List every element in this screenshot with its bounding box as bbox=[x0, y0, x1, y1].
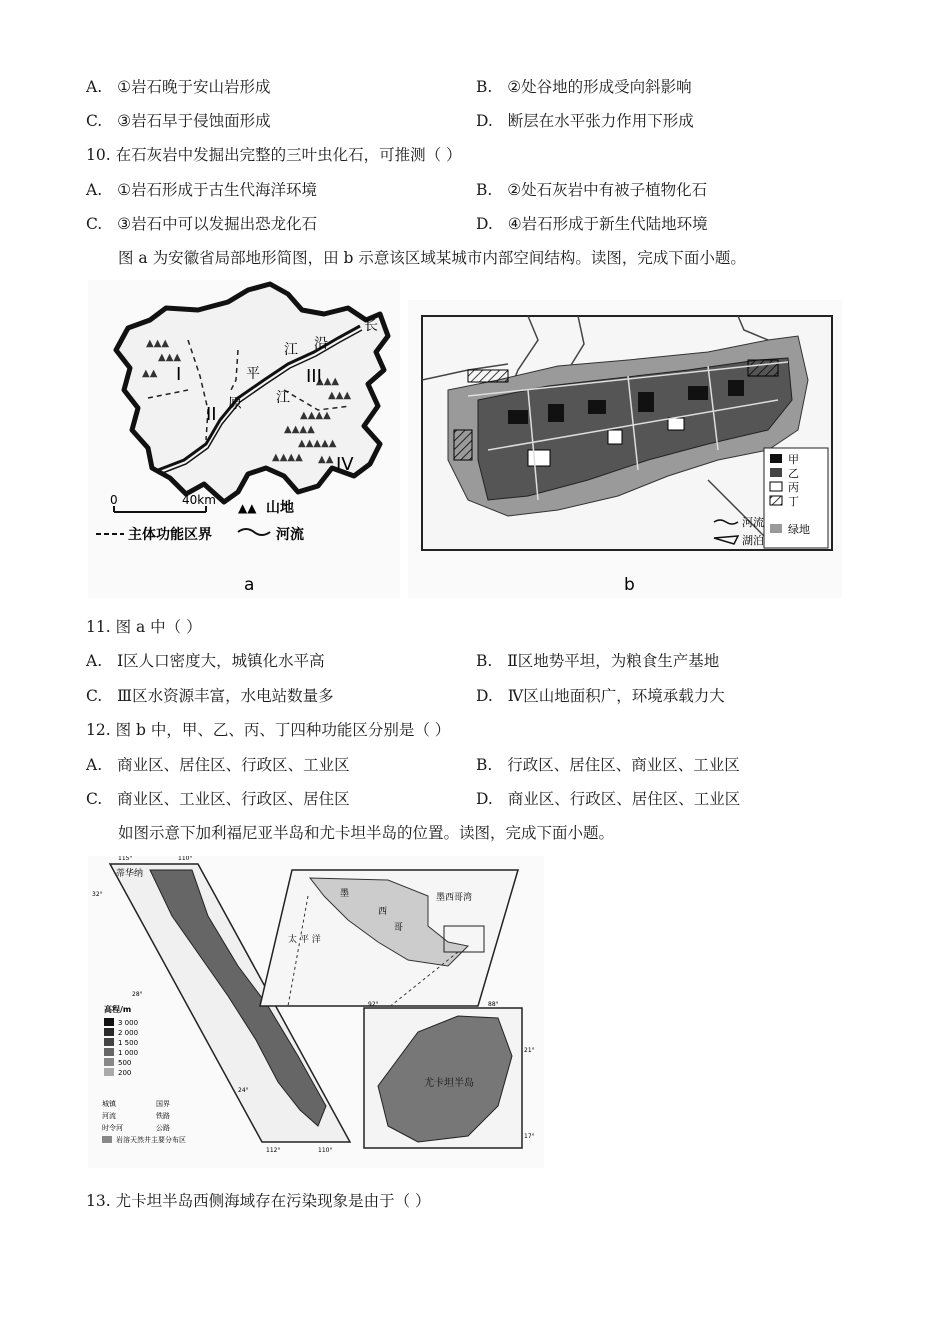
option-text: ①岩石形成于古生代海洋环境 bbox=[117, 181, 317, 199]
city-structure-map bbox=[408, 300, 842, 598]
legend-green: 绿地 bbox=[788, 523, 810, 536]
option-letter: A. bbox=[86, 652, 103, 670]
region-label-1: I bbox=[176, 364, 182, 385]
option-text: 断层在水平张力作用下形成 bbox=[507, 112, 694, 130]
ocean-label: 太 平 洋 bbox=[288, 935, 321, 945]
q11-option-c[interactable] bbox=[86, 685, 334, 707]
svg-text:▲▲▲▲▲: ▲▲▲▲▲ bbox=[298, 438, 337, 449]
elev-swatch bbox=[104, 1048, 114, 1056]
q10-option-c[interactable] bbox=[86, 213, 317, 235]
option-text: ④岩石形成于新生代陆地环境 bbox=[507, 215, 708, 233]
legend-gas-area: 岩溶天然井主要分布区 bbox=[116, 1136, 186, 1144]
lat-label: 32° bbox=[92, 891, 103, 898]
q9-option-a[interactable] bbox=[86, 76, 270, 98]
elev-swatch bbox=[104, 1038, 114, 1046]
region-label-4: IV bbox=[336, 454, 354, 475]
elev-level: 1 000 bbox=[118, 1049, 139, 1057]
elev-swatch bbox=[104, 1028, 114, 1036]
legend-river: 河流 bbox=[102, 1112, 116, 1120]
legend-yi-swatch bbox=[770, 468, 782, 477]
intro-figure-ab: 图 a 为安徽省局部地形简图，田 b 示意该区域某城市内部空间结构。读图，完成下面小题。 bbox=[118, 249, 746, 267]
legend-river-symbol bbox=[238, 529, 270, 535]
option-text: ①岩石晚于安山岩形成 bbox=[117, 78, 271, 96]
option-text: 行政区、居住区、商业区、工业区 bbox=[507, 756, 740, 774]
svg-text:▲▲▲: ▲▲▲ bbox=[146, 338, 170, 349]
option-text: 商业区、工业区、行政区、居住区 bbox=[117, 790, 350, 808]
option-letter: A. bbox=[86, 756, 103, 774]
figure-b bbox=[408, 300, 842, 598]
legend-yi: 乙 bbox=[788, 467, 799, 480]
elev-swatch bbox=[104, 1068, 114, 1076]
legend-jia-swatch bbox=[770, 454, 782, 463]
q10-option-b[interactable] bbox=[476, 179, 707, 201]
legend-mountain-symbol: ▲▲ bbox=[238, 501, 257, 515]
svg-text:▲▲▲: ▲▲▲ bbox=[316, 376, 340, 387]
option-letter: D. bbox=[476, 687, 493, 705]
lon-label: 88° bbox=[488, 1001, 499, 1008]
country-char: 墨 bbox=[340, 889, 350, 899]
anhui-terrain-map bbox=[88, 280, 400, 598]
lon-label: 110° bbox=[178, 856, 193, 862]
elev-level: 3 000 bbox=[118, 1019, 139, 1027]
legend-lake: 湖泊 bbox=[742, 534, 764, 547]
elev-swatch bbox=[104, 1018, 114, 1026]
option-letter: B. bbox=[476, 756, 493, 774]
q11-option-b[interactable] bbox=[476, 650, 719, 672]
option-letter: C. bbox=[86, 790, 103, 808]
legend-border: 国界 bbox=[156, 1100, 170, 1108]
option-letter: D. bbox=[476, 112, 493, 130]
option-letter: B. bbox=[476, 78, 493, 96]
q13-stem: 13. 尤卡坦半岛西侧海域存在污染现象是由于（ ） bbox=[86, 1192, 431, 1210]
option-text: ③岩石早于侵蚀面形成 bbox=[117, 112, 271, 130]
legend-bing: 丙 bbox=[788, 481, 799, 494]
region-label-2: II bbox=[206, 404, 217, 425]
elev-level: 2 000 bbox=[118, 1029, 139, 1037]
lat-label: 17° bbox=[524, 1133, 535, 1140]
q12-option-b[interactable] bbox=[476, 754, 740, 776]
option-text: ③岩石中可以发掘出恐龙化石 bbox=[117, 215, 318, 233]
scale-zero: 0 bbox=[110, 493, 118, 507]
lon-label: 112° bbox=[266, 1147, 281, 1154]
figure-c bbox=[88, 856, 544, 1168]
river-char: 江 bbox=[276, 390, 290, 406]
option-letter: B. bbox=[476, 652, 493, 670]
option-letter: A. bbox=[86, 78, 103, 96]
svg-text:▲▲: ▲▲ bbox=[318, 454, 334, 465]
elevation-title: 高程/m bbox=[104, 1005, 132, 1014]
legend-green-swatch bbox=[770, 524, 782, 533]
option-text: ②处谷地的形成受向斜影响 bbox=[507, 78, 692, 96]
lat-label: 28° bbox=[132, 991, 143, 998]
legend-jia: 甲 bbox=[788, 453, 799, 466]
q12-option-c[interactable] bbox=[86, 788, 350, 810]
legend-railway: 铁路 bbox=[156, 1112, 170, 1120]
elev-level: 200 bbox=[118, 1069, 132, 1077]
lon-label: 92° bbox=[368, 1001, 379, 1008]
option-text: Ⅱ区地势平坦，为粮食生产基地 bbox=[507, 652, 720, 670]
option-text: ②处石灰岩中有被子植物化石 bbox=[507, 181, 708, 199]
q9-option-d[interactable] bbox=[476, 110, 694, 132]
legend-river: 河流 bbox=[742, 516, 764, 529]
option-text: Ⅳ区山地面积广，环境承载力大 bbox=[507, 687, 725, 705]
elev-swatch bbox=[104, 1058, 114, 1066]
legend-town: 城镇 bbox=[102, 1100, 116, 1108]
region-label-3: III bbox=[306, 366, 322, 387]
option-text: 商业区、居住区、行政区、工业区 bbox=[117, 756, 350, 774]
figure-a-label: a bbox=[244, 575, 255, 595]
river-char: 沿 bbox=[314, 336, 328, 352]
q12-option-a[interactable] bbox=[86, 754, 350, 776]
svg-text:▲▲▲: ▲▲▲ bbox=[328, 390, 352, 401]
country-char: 哥 bbox=[394, 923, 404, 933]
lat-label: 24° bbox=[238, 1087, 249, 1094]
option-letter: D. bbox=[476, 790, 493, 808]
figure-a bbox=[88, 280, 400, 598]
legend-ding: 丁 bbox=[788, 495, 799, 508]
svg-text:▲▲: ▲▲ bbox=[142, 368, 158, 379]
elev-level: 1 500 bbox=[118, 1039, 139, 1047]
option-text: 商业区、行政区、居住区、工业区 bbox=[507, 790, 741, 808]
q12-stem: 12. 图 b 中，甲、乙、丙、丁四种功能区分别是（ ） bbox=[86, 721, 451, 739]
q10-option-a[interactable] bbox=[86, 179, 317, 201]
legend-gas-swatch bbox=[102, 1136, 112, 1143]
gulf-label: 墨西哥湾 bbox=[436, 893, 473, 903]
option-letter: A. bbox=[86, 181, 103, 199]
figure-b-label: b bbox=[624, 575, 635, 595]
q10-stem: 10. 在石灰岩中发掘出完整的三叶虫化石，可推测（ ） bbox=[86, 146, 462, 164]
q12-option-d[interactable] bbox=[476, 788, 740, 810]
legend-seasonal-river: 时令河 bbox=[102, 1124, 123, 1132]
legend-road: 公路 bbox=[156, 1124, 170, 1132]
svg-text:▲▲▲▲: ▲▲▲▲ bbox=[284, 424, 315, 435]
option-letter: C. bbox=[86, 687, 103, 705]
q10-option-d[interactable] bbox=[476, 213, 708, 235]
q11-option-a[interactable] bbox=[86, 650, 325, 672]
legend-mountain: 山地 bbox=[266, 500, 294, 516]
option-text: Ⅲ区水资源丰富，水电站数量多 bbox=[117, 687, 334, 705]
river-char: 长 bbox=[364, 318, 378, 334]
svg-text:▲▲▲: ▲▲▲ bbox=[158, 352, 182, 363]
option-letter: C. bbox=[86, 112, 103, 130]
lat-label: 21° bbox=[524, 1047, 535, 1054]
option-letter: C. bbox=[86, 215, 103, 233]
option-letter: D. bbox=[476, 215, 493, 233]
q11-stem: 11. 图 a 中（ ） bbox=[86, 618, 202, 636]
scale-distance: 40km bbox=[182, 493, 216, 507]
river-char: 平 bbox=[246, 366, 260, 382]
legend-river: 河流 bbox=[276, 527, 304, 543]
river-char: 江 bbox=[284, 342, 298, 358]
q11-option-d[interactable] bbox=[476, 685, 725, 707]
q9-option-b[interactable] bbox=[476, 76, 692, 98]
lon-label: 110° bbox=[318, 1147, 333, 1154]
elev-level: 500 bbox=[118, 1059, 132, 1067]
legend-bing-swatch bbox=[770, 482, 782, 491]
peninsula-map bbox=[88, 856, 544, 1168]
intro-figure-c: 如图示意下加利福尼亚半岛和尤卡坦半岛的位置。读图，完成下面小题。 bbox=[118, 824, 615, 842]
legend-boundary: 主体功能区界 bbox=[128, 527, 212, 543]
lon-label: 115° bbox=[118, 856, 133, 862]
river-char: 原 bbox=[228, 396, 242, 412]
legend-ding-swatch bbox=[770, 496, 782, 505]
svg-text:▲▲▲▲: ▲▲▲▲ bbox=[272, 452, 303, 463]
peninsula-label: 尤卡坦半岛 bbox=[424, 1078, 474, 1089]
q9-option-c[interactable] bbox=[86, 110, 271, 132]
city-tijuana: 蒂华纳 bbox=[116, 869, 144, 879]
option-letter: B. bbox=[476, 181, 493, 199]
country-char: 西 bbox=[378, 907, 388, 917]
option-text: Ⅰ区人口密度大，城镇化水平高 bbox=[117, 652, 325, 670]
svg-text:▲▲▲▲: ▲▲▲▲ bbox=[300, 410, 331, 421]
